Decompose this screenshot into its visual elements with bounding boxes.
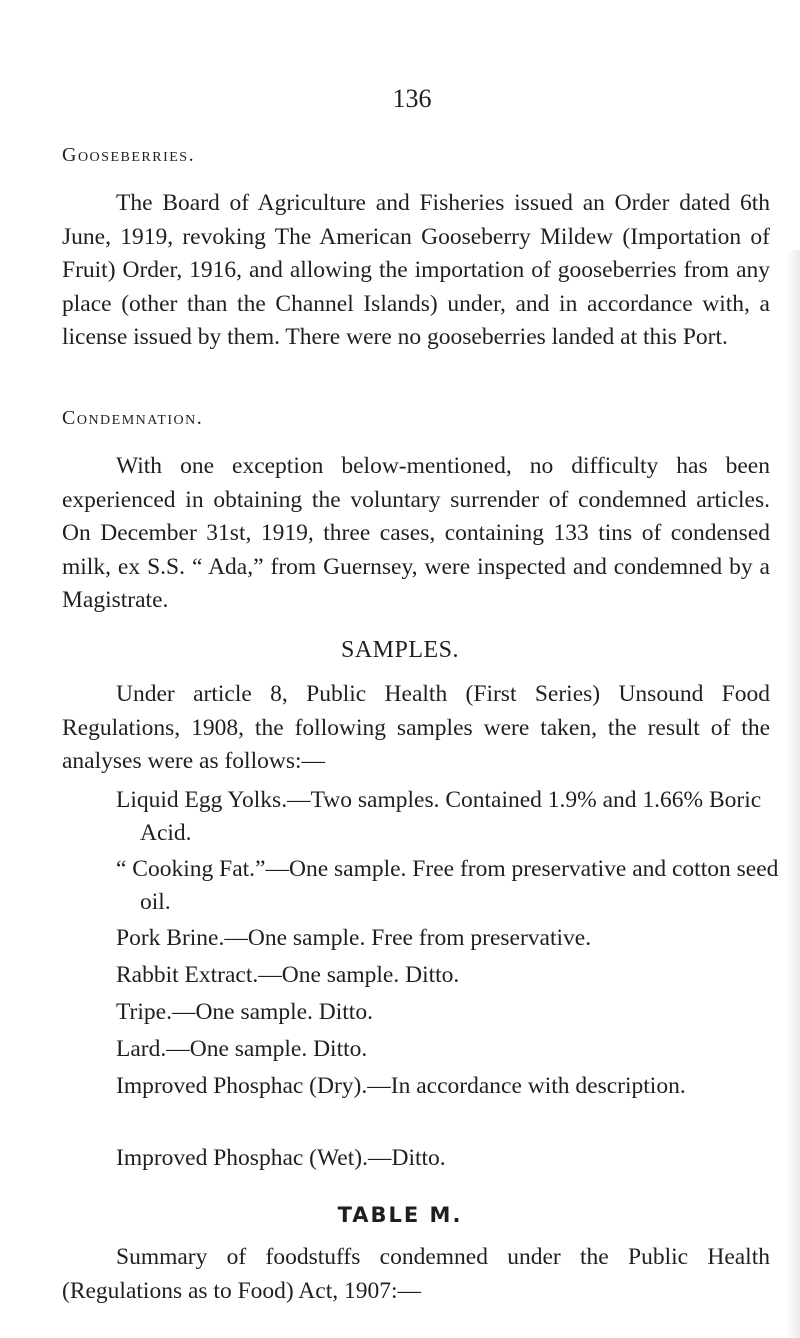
sample-item: Liquid Egg Yolks.—Two samples. Contained 1.9% and 1.66% Boric Acid. — [116, 787, 762, 846]
sample-item: Lard.—One sample. Ditto. — [116, 1036, 368, 1062]
page-number: 136 — [392, 84, 432, 113]
sample-item: Improved Phosphac (Wet).—Ditto. — [116, 1145, 446, 1171]
condemnation-heading: Condemnation. — [62, 407, 204, 429]
sample-item: Improved Phosphac (Dry).—In accordance with description. — [116, 1073, 686, 1099]
samples-heading: SAMPLES. — [340, 637, 460, 663]
condemnation-paragraph: With one exception below-mentioned, no difficulty has been experienced in obtaining the voluntary surrender of condemned articles. On December 31st, 1919, three cases, containing 133 tins of condensed milk, ex S.S. “ Ada,” from Guernsey, were inspected and condemned by a Magistrate. — [62, 453, 770, 613]
sample-item: “ Cooking Fat.”—One sample. Free from preservative and cotton seed oil. — [116, 856, 779, 915]
gooseberries-heading: Gooseberries. — [62, 144, 196, 166]
table-m-summary: Summary of foodstuffs condemned under the Public Health (Regulations as to Food) Act, 1907:— — [62, 1244, 770, 1304]
sample-item: Pork Brine.—One sample. Free from preservative. — [116, 925, 592, 951]
sample-item: Rabbit Extract.—One sample. Ditto. — [116, 962, 460, 988]
samples-intro: Under article 8, Public Health (First Series) Unsound Food Regulations, 1908, the following samples were taken, the result of the analyses were as follows:— — [62, 681, 770, 774]
gooseberries-paragraph: The Board of Agriculture and Fisheries issued an Order dated 6th June, 1919, revoking The American Gooseberry Mildew (Importation of Fruit) Order, 1916, and allowing the importation of gooseberries from any place (other than the Channel Islands) under, and in accordance with, a license issued by them. There were no gooseberries landed at this Port. — [62, 190, 770, 350]
sample-item: Tripe.—One sample. Ditto. — [116, 999, 373, 1025]
table-m-title: TABLE M. — [337, 1203, 463, 1227]
